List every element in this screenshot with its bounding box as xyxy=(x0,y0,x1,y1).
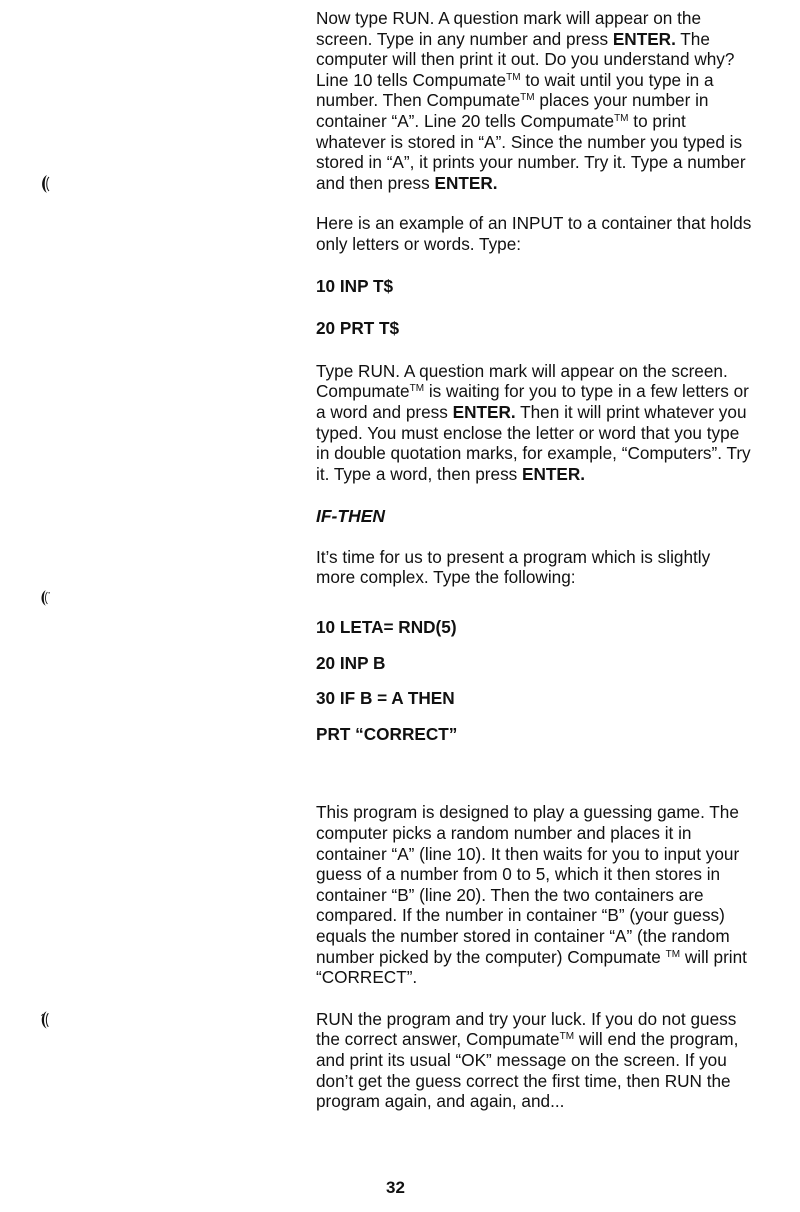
trademark-mark: TM xyxy=(409,383,425,395)
enter-key-text: ENTER. xyxy=(612,28,676,49)
code-block-if-then xyxy=(316,617,752,744)
page-text-column xyxy=(316,8,752,1112)
binding-hole-mark-top xyxy=(38,174,50,194)
code-line: 30 IF B = A THEN xyxy=(316,688,455,709)
paragraph-input-letters: Here is an example of an INPUT to a container that holds only letters or words. Type: xyxy=(316,213,752,254)
code-line: 10 INP T$ xyxy=(316,275,394,296)
code-line: 20 PRT T$ xyxy=(316,318,400,339)
paragraph-run-and-try: RUN the program and try your luck. If you do not guess the correct answer, Compumate™ will end the program, and print its usual “OK” message on the screen. If you don’t get the guess correct the first time, then RUN the program again, and again, and... xyxy=(316,1008,739,1112)
enter-key-text: ENTER. xyxy=(452,401,516,422)
trademark-mark: TM xyxy=(520,92,535,104)
trademark-mark: TM xyxy=(665,948,681,960)
binding-hole-mark-bottom xyxy=(38,1010,50,1030)
paragraph-guessing-game: This program is designed to play a guessing game. The computer picks a random number and places it in container “A” (line 10). It then waits for you to input your guess of a number from 0 to 5, which it then stores in container “B” (line 20). Then the two containers are compared. If the number in container “B” (your guess) equals the number stored in container “A” (the random number picked by the computer) Compumate ™ will print “CORRECT”. xyxy=(316,802,747,988)
trademark-mark: TM xyxy=(559,1031,575,1043)
paragraph-complex-program-intro: It’s time for us to present a program which is slightly more complex. Type the following: xyxy=(316,546,711,588)
trademark-mark: TM xyxy=(506,71,521,83)
binding-hole-mark-middle xyxy=(38,588,50,608)
trademark-mark: TM xyxy=(614,112,629,124)
code-line: PRT “CORRECT” xyxy=(316,723,458,744)
enter-key-text: ENTER. xyxy=(522,463,586,484)
section-heading: IF-THEN xyxy=(316,506,386,527)
code-line: 10 LETA= RND(5) xyxy=(316,617,457,638)
code-line: 20 INP B xyxy=(316,652,386,673)
paragraph-run-string-input: Type RUN. A question mark will appear on the screen. Compumate™ is waiting for you to type in a few letters or a word and press ENTER. Then it will print whatever you typed. You must enclose the letter or word that you type in double quotation marks, for example, “Computers”. Try it. Type a word, then press ENTER. xyxy=(316,360,751,484)
page-number: 32 xyxy=(386,1178,405,1197)
enter-key-text: ENTER. xyxy=(434,172,498,193)
paragraph-run-input-number: Now type RUN. A question mark will appear on the screen. Type in any number and press ENTER. The computer will then print it out. Do you understand why? Line 10 tells Compumate™ to wait until you type in a number. Then Compumate™ places your number in container “A”. Line 20 tells Compumate™ to print whatever is stored in “A”. Since the number you typed is stored in “A”, it prints your number. Try it. Type a number and then press ENTER. xyxy=(316,8,746,193)
